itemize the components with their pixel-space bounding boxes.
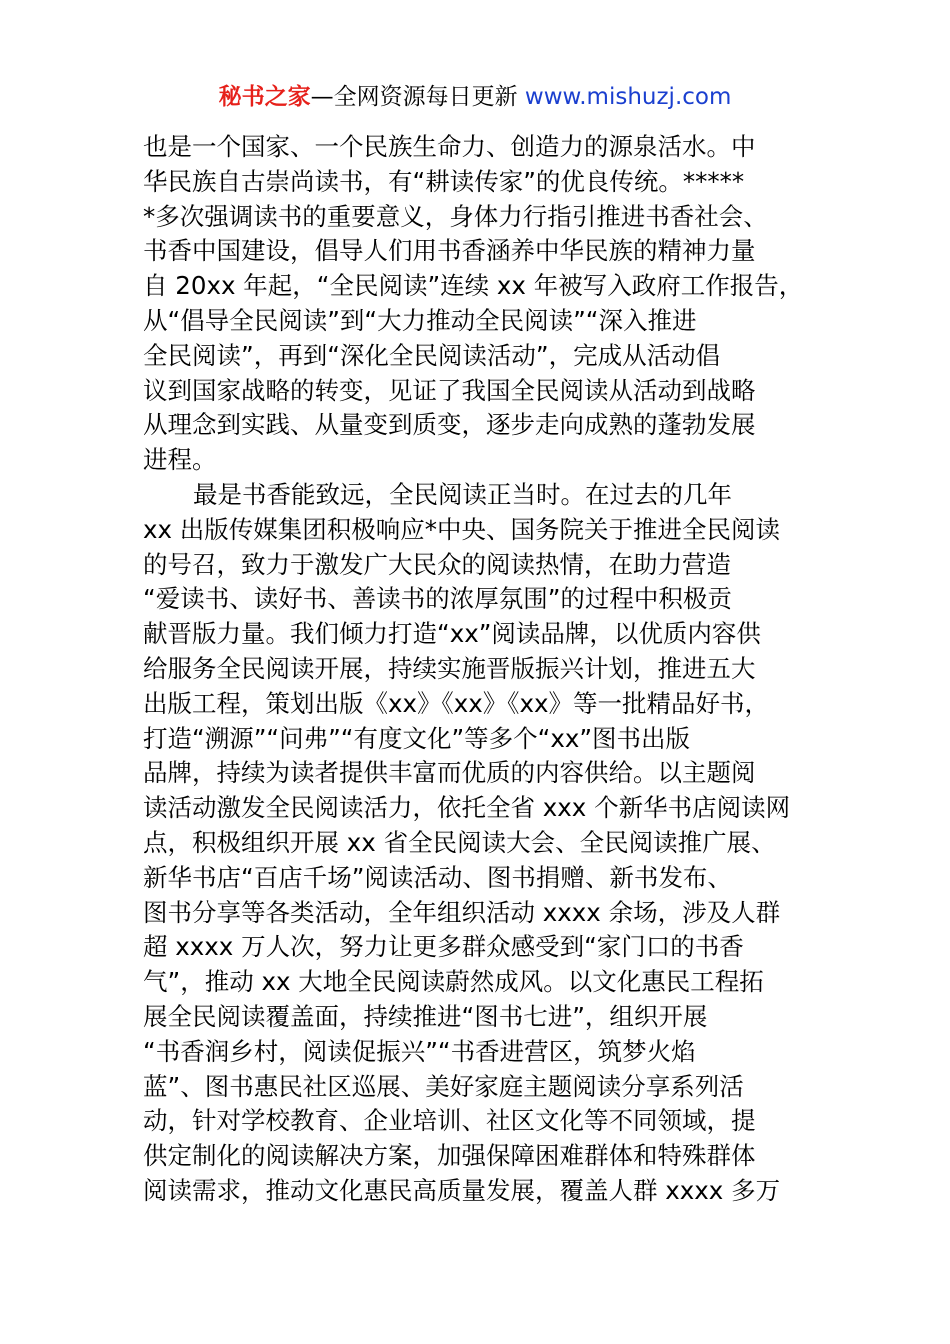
text-line: 华民族自古崇尚读书，有“耕读传家”的优良传统。*****	[143, 166, 745, 196]
text-line: 品牌，持续为读者提供丰富而优质的内容供给。以主题阅	[143, 758, 756, 788]
text-line: 给服务全民阅读开展，持续实施晋版振兴计划，推进五大	[143, 653, 756, 683]
site-tagline: —全网资源每日更新	[310, 84, 525, 110]
text-line: “爱读书、读好书、善读书的浓厚氛围”的过程中积极贡	[143, 584, 732, 614]
text-line: 新华书店“百店千场”阅读活动、图书捐赠、新书发布、	[143, 862, 732, 892]
text-line: 献晋版力量。我们倾力打造“xx”阅读品牌，以优质内容供	[143, 619, 761, 649]
text-line: 出版工程，策划出版《xx》《xx》《xx》等一批精品好书，	[143, 688, 769, 718]
text-line: 动，针对学校教育、企业培训、社区文化等不同领域，提	[143, 1106, 756, 1136]
text-line: 展全民阅读覆盖面，持续推进“图书七进”，组织开展	[143, 1001, 708, 1031]
text-line: 自 20xx 年起，“全民阅读”连续 xx 年被写入政府工作报告，	[143, 271, 804, 301]
text-line: *多次强调读书的重要意义，身体力行指引推进书香社会、	[143, 201, 768, 231]
text-line: 从理念到实践、从量变到质变，逐步走向成熟的蓬勃发展	[143, 410, 756, 440]
text-line: 的号召，致力于激发广大民众的阅读热情，在助力营造	[143, 549, 731, 579]
text-line: 阅读需求，推动文化惠民高质量发展，覆盖人群 xxxx 多万	[143, 1175, 781, 1205]
site-brand: 秘书之家	[218, 84, 311, 110]
text-line: 蓝”、图书惠民社区巡展、美好家庭主题阅读分享系列活	[143, 1071, 744, 1101]
document-body	[143, 130, 833, 1209]
text-line: 供定制化的阅读解决方案，加强保障困难群体和特殊群体	[143, 1141, 756, 1171]
text-line: 从“倡导全民阅读”到“大力推动全民阅读”“深入推进	[143, 305, 697, 335]
text-line: “书香润乡村，阅读促振兴”“书香进营区，筑梦火焰	[143, 1036, 696, 1066]
text-line: 打造“溯源”“问弗”“有度文化”等多个“xx”图书出版	[143, 723, 691, 753]
text-line: 图书分享等各类活动，全年组织活动 xxxx 余场，涉及人群	[143, 897, 781, 927]
text-line: 也是一个国家、一个民族生命力、创造力的源泉活水。中	[143, 132, 756, 161]
text-line: 进程。	[143, 445, 217, 475]
text-line: xx 出版传媒集团积极响应*中央、国务院关于推进全民阅读	[143, 514, 781, 544]
site-url-link[interactable]: www.mishuzj.com	[524, 84, 732, 110]
text-line: 点，积极组织开展 xx 省全民阅读大会、全民阅读推广展、	[143, 827, 776, 857]
text-line: 议到国家战略的转变，见证了我国全民阅读从活动到战略	[143, 375, 756, 405]
site-header	[0, 80, 950, 114]
text-line: 读活动激发全民阅读活力，依托全省 xxx 个新华书店阅读网	[143, 793, 791, 823]
text-line: 书香中国建设，倡导人们用书香涵养中华民族的精神力量	[143, 236, 756, 266]
text-line: 气”，推动 xx 大地全民阅读蔚然成风。以文化惠民工程拓	[143, 967, 764, 997]
paragraph-first-line: 最是书香能致远，全民阅读正当时。在过去的几年	[193, 479, 732, 509]
text-line: 超 xxxx 万人次，努力让更多群众感受到“家门口的书香	[143, 932, 744, 962]
text-line: 全民阅读”，再到“深化全民阅读活动”，完成从活动倡	[143, 340, 721, 370]
